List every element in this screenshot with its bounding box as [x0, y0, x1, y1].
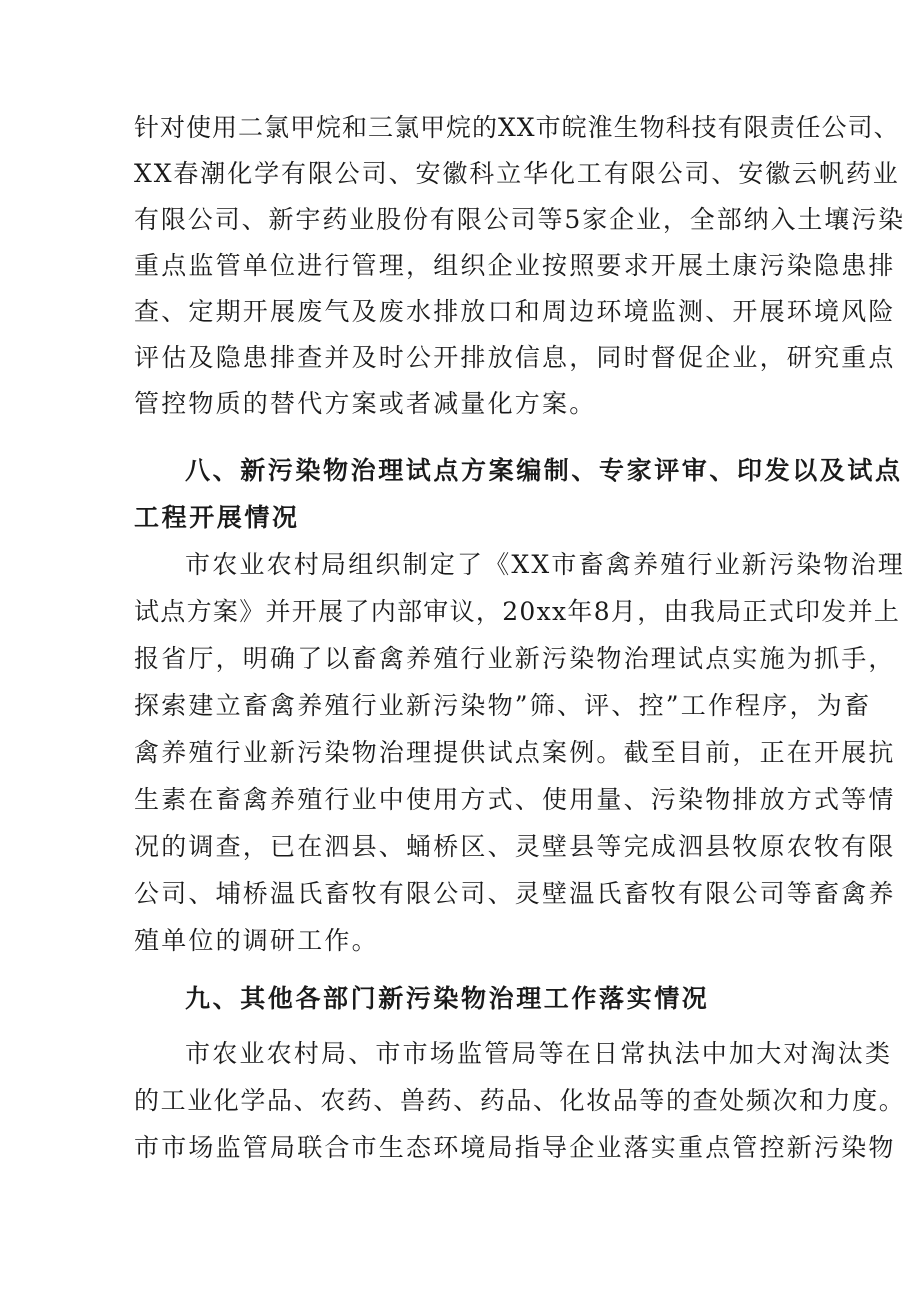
paragraph-1-line-6: 评估及隐患排查并及时公开排放信息，同时督促企业，研究重点 — [134, 343, 896, 372]
paragraph-2-line-4: 探索建立畜禽养殖行业新污染物”筛、评、控”工作程序，为畜 — [134, 691, 872, 720]
paragraph-1-line-3: 有限公司、新宇药业股份有限公司等5家企业，全部纳入土壤污染 — [134, 205, 906, 234]
paragraph-1-line-4: 重点监管单位进行管理，组织企业按照要求开展土康污染隐患排 — [134, 251, 896, 280]
paragraph-1-line-5: 查、定期开展废气及废水排放口和周边环境监测、开展环境风险 — [134, 297, 896, 326]
paragraph-2-line-3: 报省厅，明确了以畜禽养殖行业新污染物治理试点实施为抓手， — [134, 644, 896, 673]
section-heading-9: 九、其他各部门新污染物治理工作落实情况 — [185, 984, 710, 1013]
paragraph-2-line-5: 禽养殖行业新污染物治理提供试点案例。截至目前，正在开展抗 — [134, 738, 896, 767]
paragraph-1-line-2: XX春潮化学有限公司、安徽科立华化工有限公司、安徽云帆药业 — [134, 159, 900, 188]
paragraph-2-line-6: 生素在畜禽养殖行业中使用方式、使用量、污染物排放方式等情 — [134, 785, 896, 814]
paragraph-1-line-1: 针对使用二氯甲烷和三氯甲烷的XX市皖淮生物科技有限责任公司、 — [134, 113, 900, 142]
paragraph-1-line-7: 管控物质的替代方案或者减量化方案。 — [134, 389, 597, 418]
paragraph-2-line-9: 殖单位的调研工作。 — [134, 926, 379, 955]
paragraph-2-line-2: 试点方案》并开展了内部审议，20xx年8月，由我局正式印发并上 — [134, 597, 901, 626]
paragraph-2-line-1: 市农业农村局组织制定了《XX市畜禽养殖行业新污染物治理 — [185, 550, 905, 579]
paragraph-3-line-3: 市市场监管局联合市生态环境局指导企业落实重点管控新污染物 — [134, 1133, 896, 1162]
paragraph-2-line-8: 公司、埔桥温氏畜牧有限公司、灵壁温氏畜牧有限公司等畜禽养 — [134, 879, 896, 908]
paragraph-3-line-1: 市农业农村局、市市场监管局等在日常执法中加大对淘汰类 — [185, 1039, 893, 1068]
paragraph-2-line-7: 况的调查，已在泗县、蛹桥区、灵壁县等完成泗县牧原农牧有限 — [134, 832, 896, 861]
section-heading-8-line-1: 八、新污染物治理试点方案编制、专家评审、印发以及试点 — [185, 456, 903, 485]
paragraph-3-line-2: 的工业化学品、农药、兽药、药品、化妆品等的查处频次和力度。 — [134, 1086, 906, 1115]
section-heading-8-line-2: 工程开展情况 — [134, 503, 300, 532]
